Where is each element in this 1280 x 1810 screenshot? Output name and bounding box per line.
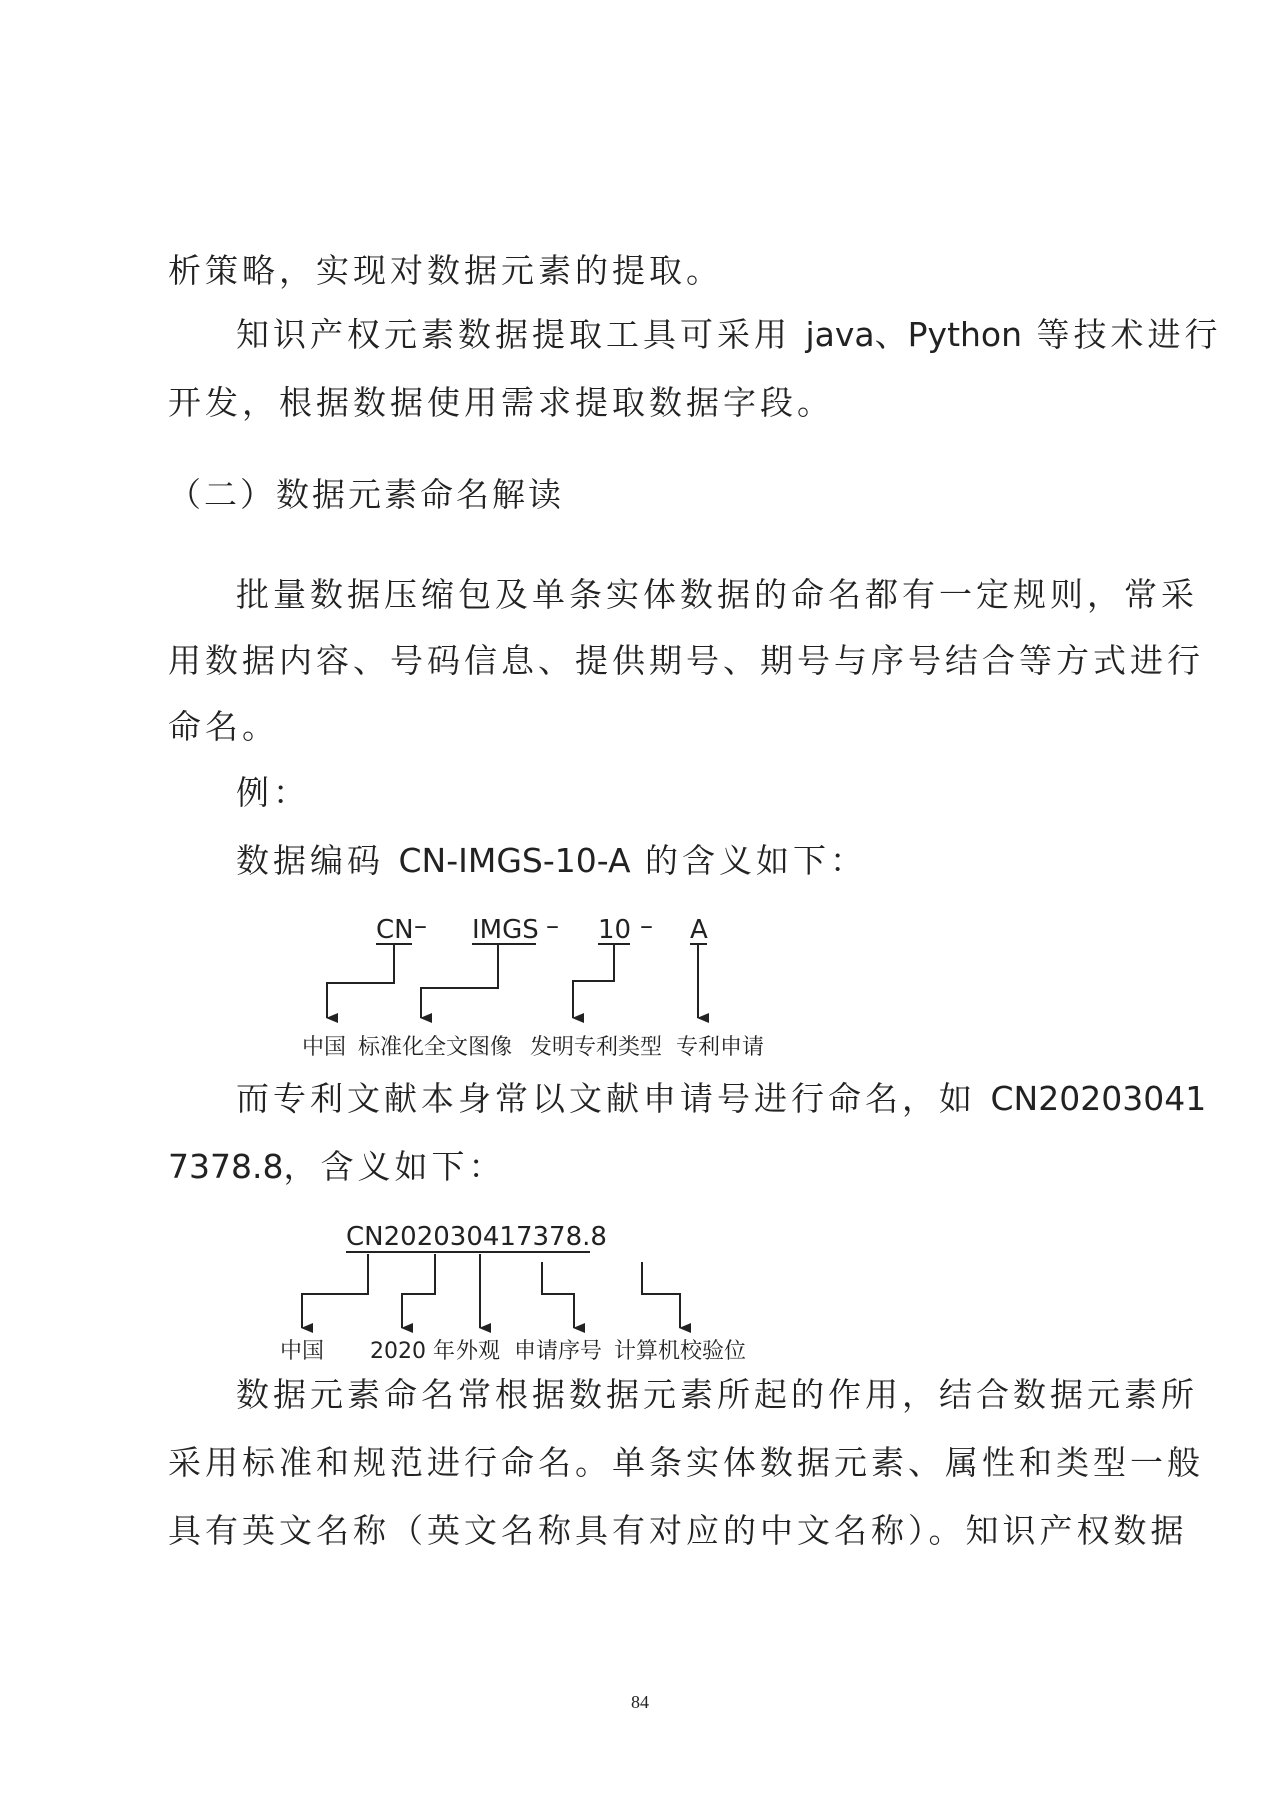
arrow-connector [302, 1254, 368, 1328]
label-invention-type: 发明专利类型 [530, 1035, 663, 1060]
text-span: 知识产权元素数据提取工具可采用 [236, 315, 806, 354]
code-segment-10: 10 [598, 915, 632, 945]
arrow-connector [421, 944, 498, 1018]
text-span: 数据编码 [236, 841, 399, 880]
paragraph-line: 采用标准和规范进行命名。单条实体数据元素、属性和类型一般 [168, 1443, 1204, 1482]
paragraph-line: 析策略，实现对数据元素的提取。 [168, 251, 723, 290]
label-patent-application: 专利申请 [676, 1035, 765, 1060]
arrow-connector [402, 1254, 435, 1328]
arrow-connector [573, 944, 614, 1018]
text-span: java、Python [805, 315, 1023, 354]
label-year: 2020 年 [370, 1339, 455, 1364]
label-china: 中国 [280, 1339, 325, 1364]
arrow-connector [542, 1262, 574, 1328]
paragraph-line [236, 1079, 1207, 1118]
label-china: 中国 [302, 1035, 347, 1060]
label-design: 外观 [456, 1339, 501, 1364]
paragraph-line: 数据元素命名常根据数据元素所起的作用，结合数据元素所 [236, 1375, 1198, 1414]
paragraph-line: 开发，根据数据使用需求提取数据字段。 [168, 383, 834, 422]
paragraph-line: 具有英文名称（英文名称具有对应的中文名称）。知识产权数据 [168, 1511, 1188, 1550]
text-span: 的含义如下： [630, 841, 868, 880]
diagram-data-code [302, 911, 764, 1060]
paragraph-line: 命名。 [168, 707, 279, 746]
diagram-application-number [280, 1222, 746, 1364]
code-segment-imgs: IMGS [472, 915, 539, 945]
section-heading: （二）数据元素命名解读 [168, 475, 564, 514]
paragraph-line [236, 841, 868, 880]
paragraph-line [168, 1147, 506, 1186]
code-segment-cn: CN [376, 915, 414, 945]
text-span: 等技术进行 [1022, 315, 1222, 354]
paragraph-line: 用数据内容、号码信息、提供期号、期号与序号结合等方式进行 [168, 641, 1204, 680]
label-standard-fulltext-image: 标准化全文图像 [358, 1035, 513, 1060]
text-span: CN-IMGS-10-A [398, 841, 631, 880]
application-number-code: CN202030417378.8 [346, 1222, 607, 1252]
code-segment-a: A [690, 915, 708, 945]
page-number: 84 [631, 1692, 649, 1712]
text-span: 7378.8 [168, 1147, 284, 1186]
arrow-connector [327, 944, 394, 1018]
code-separator: – [414, 911, 427, 941]
label-application-serial: 申请序号 [514, 1339, 603, 1364]
paragraph-line: 批量数据压缩包及单条实体数据的命名都有一定规则，常采 [236, 575, 1198, 614]
code-separator: – [546, 911, 559, 941]
text-span: CN20203041 [990, 1079, 1207, 1118]
label-check-digit: 计算机校验位 [614, 1339, 747, 1364]
arrow-connector [642, 1262, 680, 1328]
example-label: 例： [236, 773, 310, 812]
paragraph-line [236, 315, 1222, 354]
text-span: ，含义如下： [283, 1147, 506, 1186]
text-span: 而专利文献本身常以文献申请号进行命名，如 [236, 1079, 991, 1118]
code-separator: – [640, 911, 653, 941]
